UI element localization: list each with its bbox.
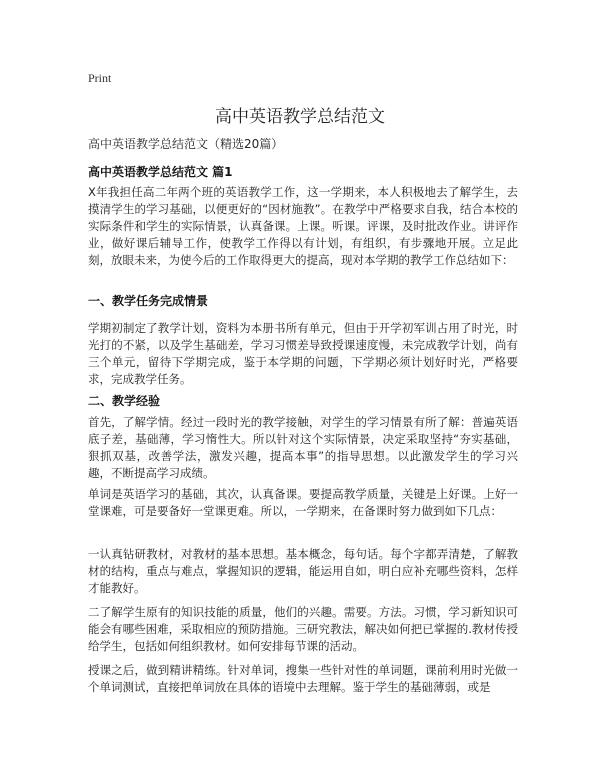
- document-subtitle: 高中英语教学总结范文（精选20篇）: [88, 137, 284, 151]
- heading-teaching-experience: 二、教学经验: [88, 394, 161, 408]
- print-label[interactable]: Print: [88, 71, 112, 85]
- page-title: 高中英语教学总结范文: [215, 107, 385, 127]
- paragraph-lesson-prep: 单词是英语学习的基础，其次，认真备课。要提高教学质量，关键是上好课。上好一堂课难，可是要备好一堂课更难。所以，一学期来，在备课时努力做到如下几点：: [88, 487, 518, 518]
- paragraph-task-completion: 学期初制定了教学计划，资料为本册书所有单元，但由于开学初军训占用了时光，时光打的不紧，以及学生基础差，学习习惯差导致授课速度慢，未完成教学计划，尚有三个单元，留待下学期完成，鉴于本学期的问题，下学期必须计划好时光，严格要求，完成教学任务。: [88, 321, 518, 386]
- paragraph-study-materials: 一认真钻研教材，对教材的基本思想。基本概念，每句话。每个字都弄清楚，了解教材的结构，重点与难点，掌握知识的逻辑，能运用自如，明白应补充哪些资料，怎样才能教好。: [88, 547, 518, 595]
- heading-task-completion: 一、教学任务完成情景: [88, 294, 209, 308]
- paragraph-learning-situation: 首先，了解学情。经过一段时光的教学接触，对学生的学习情景有所了解：普遍英语底子差，基础薄，学习惰性大。所以针对这个实际情景，决定采取坚持“夯实基础，狠抓双基，改善学法，激发兴趣，提高本事”的指导思想。以此激发学生的学习兴趣，不断提高学习成绩。: [88, 415, 518, 480]
- intro-paragraph: X年我担任高二年两个班的英语教学工作，这一学期来，本人积极地去了解学生，去摸清学生的学习基础，以便更好的“因材施教”。在教学中严格要求自我，结合本校的实际条件和学生的实际情景，认真备课。上课。听课。评课，及时批改作业。讲评作业，做好课后辅导工作，使教学工作得以有计划，有组织，有步骤地开展。立足此刻，放眼未来，为使今后的工作取得更大的提高，现对本学期的教学工作总结如下：: [88, 185, 518, 267]
- section-title: 高中英语教学总结范文 篇1: [88, 165, 233, 179]
- paragraph-after-class: 授课之后，做到精讲精练。针对单词，搜集一些针对性的单词题，课前利用时光做一个单词测试，直接把单词放在具体的语境中去理解。鉴于学生的基础薄弱，或是: [88, 663, 518, 694]
- paragraph-understand-students: 二了解学生原有的知识技能的质量，他们的兴趣。需要。方法。习惯，学习新知识可能会有哪些困难，采取相应的预防措施。三研究教法，解决如何把已掌握的.教材传授给学生，包括如何组织教材。如何安排每节课的活动。: [88, 605, 518, 653]
